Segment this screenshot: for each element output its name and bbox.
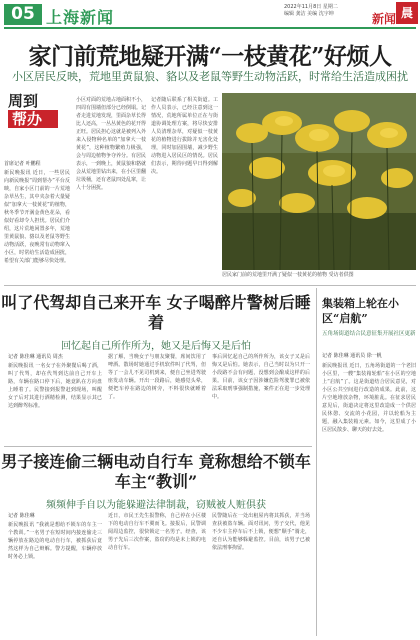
- story3-col1: 新民晚报讯 “我就是想给不锁车的车主一个教训。”一名男子在短时间内接连偷走三辆停放在路边的电动自行车，被抓获后竟然这样为自己辩解。警方提醒，车辆停放时务必上锁。: [8, 522, 102, 560]
- story1-byline: 首席记者 叶鹏程: [4, 161, 41, 167]
- story1-col1: 新民晚报讯 近日，一些居民向新民晚报“周到帮办”平台反映，自家小区门前的一片荒地杂草丛生，其中夹杂着大量疑似“加拿大一枝黄花”的植物，秋冬季节开满金黄色花朵，看似好看却令人担忧。居民们介绍，这片荒地闲置多年，荒地里黄鼠狼、貉以及老鼠等野生动物活跃，夜晚常有动物窜入小区，时常给生活造成困扰，希望有关部门能够尽快处理。: [4, 170, 70, 264]
- story1-headline: 家门前荒地疑开满“一枝黄花”好烦人: [28, 43, 392, 70]
- goldenrod-illustration: [222, 93, 416, 270]
- story2-headline: 叫了代驾却自己来开车 女子喝醉片警树后睡着: [1, 293, 311, 332]
- story4-byline: 记者 陈佳琳 通讯员 徐一帆: [322, 353, 382, 359]
- page-header: [0, 0, 420, 27]
- header-rule: [4, 27, 416, 29]
- story4-headline: 集装箱上轮在小区“启航”: [322, 297, 399, 325]
- story2-col1: 新民晚报讯 一名女子在外聚餐后喝了酒，叫了代驾，却在代驾到达前自己开车上路，车辆在路口停下后，她竟趴在方向盘上睡着了。民警接到报警赶到现场，叫醒女子后对其进行酒精检测，结果显示其已达到醉驾标准。: [8, 363, 102, 409]
- story1-col3: 记者随后联系了相关街道。工作人员表示，已经注意到这一情况，荒地所属单位正在与街道协调处理方案，将尽快安排人员清理杂草，对疑似一枝黄花的植物进行拔除并无害化处理，同时加固围墙，减少野生动物进入居民区的情况。居民们表示，期待问题早日得到解决。: [151, 97, 218, 175]
- story4-subtitle: 五角场街道结合民意征集开展社区更新: [322, 331, 416, 337]
- photo-caption: 居民家门前的荒地里开满了疑似一枝黄花的植物 受访者供图: [222, 272, 354, 278]
- newspaper-logo: [372, 2, 418, 26]
- date-editor-block: [284, 4, 374, 18]
- story4-col1: 新民晚报讯 近日，五角场街道的一个老旧小区里，一艘“集装箱轮船”在小区的空地上“启航”了。这是街道结合居民意见，对小区公共空间进行改造的成果。此前，这片空地堆放杂物，环境脏乱。在征求居民意见后，街道决定将这里改造成一个供居民休憩、交流的小花园，并以轮船为主题，融入集装箱元素。如今，这里成了小区居民散步、聊天的好去处。: [322, 363, 416, 433]
- date-line: 2022年11月8日 星期二: [284, 4, 338, 10]
- story2-col2: 据了解，当晚女子与朋友聚餐，席间饮用了啤酒。散场时她通过手机软件叫了代驾，但等了一会儿不见司机到来，便自己坐进驾驶座发动车辆。开出一段路后，她感觉头晕，便把车停在路边的树旁，不料很快就睡着了。: [108, 354, 206, 400]
- divider: [4, 446, 312, 447]
- story1-subtitle: 小区居民反映，荒地里黄鼠狼、貉以及老鼠等野生动物活跃，时常给生活造成困扰: [12, 70, 408, 83]
- logo-box: 晨: [396, 2, 418, 24]
- story3-col3: 民警随后在一处出租屋内将其抓获，并当场查获被盗车辆。面对讯问，男子交代，他见不少车主停车后不上锁，便想“顺手”骑走，还自认为能够躲避监控。目前，该男子已被依法刑事拘留。: [212, 513, 310, 551]
- story2-subtitle: 回忆起自己所作所为，她又是后悔又是后怕: [61, 341, 251, 352]
- goldenrod-photo: [222, 93, 416, 270]
- badge-top: 周到: [8, 92, 39, 110]
- story2-byline: 记者 陈佳琳 通讯员 周杰: [8, 354, 63, 360]
- editor-line: 编辑 龚洁 美编 沈宇坤: [284, 11, 334, 17]
- story1-col2: 小区对面的荒地占地面积不小，四周有围墙但部分已经倒塌。记者走进荒地发现，里面杂草长得比人还高，一丛丛黄色的花开得正旺。居民担心这就是被列入外来入侵物种名单的“加拿大一枝黄花”，这种植物繁殖力极强，会与周边植物争夺养分。有居民表示，一到晚上，黄鼠狼和貉就会从荒地里钻出来，在小区里翻垃圾桶，还有老鼠四处乱窜，让人十分困扰。: [76, 97, 146, 191]
- story3-subtitle: 频频伸手自以为能躲避法律制裁，窃贼被人赃俱获: [46, 500, 266, 511]
- story2-col3: 事后回忆起自己的所作所为，该女子又是后悔又是后怕。她表示，自己当时以为只开一小段路不会有问题，没想到会酿成这样的后果。目前，该女子因涉嫌危险驾驶罪已被依法采取刑事强制措施，案件正在进一步处理中。: [212, 354, 310, 400]
- column-divider: [316, 288, 317, 636]
- divider: [4, 285, 416, 286]
- logo-text: 新闻: [372, 12, 397, 26]
- story3-byline: 记者 陈佳琳: [8, 513, 35, 519]
- badge-bottom: 帮办: [8, 110, 58, 128]
- section-title: 上海新闻: [46, 8, 115, 27]
- story3-headline: 男子接连偷三辆电动自行车 竟称想给不锁车车主“教训”: [1, 452, 311, 491]
- story3-col2: 近日，市民王先生报警称，自己停在小区楼下的电动自行车不翼而飞。接报后，民警调阅周边监控，很快锁定一名男子。经查，该男子先后三次作案，盗窃的均是未上锁的电动自行车。: [108, 513, 206, 551]
- zhoudao-bangban-badge: [8, 92, 58, 128]
- page-number: 05: [4, 4, 42, 25]
